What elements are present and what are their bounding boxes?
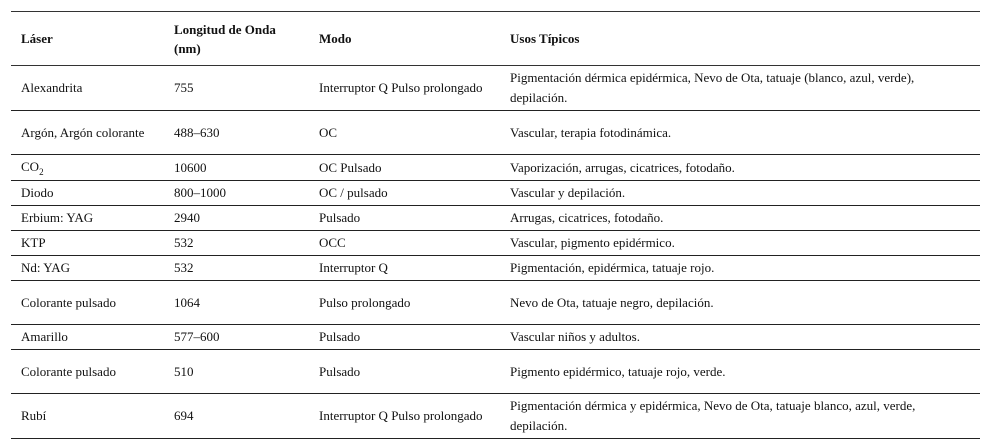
cell-wavelength: 510 (174, 363, 194, 379)
cell-mode: Pulsado (319, 210, 361, 225)
cell-wavelength: 755 (174, 80, 194, 95)
table-row (11, 350, 980, 394)
cell-uses: Vaporización, arrugas, cicatrices, fotodaño. (510, 159, 735, 175)
cell-uses: Vascular, terapia fotodinámica. (510, 124, 672, 140)
cell-mode: OC (319, 124, 338, 140)
header-mode: Modo (319, 31, 352, 46)
table-row (11, 181, 980, 206)
cell-wavelength: 694 (174, 408, 194, 423)
cell-mode: Interruptor Q (319, 260, 388, 275)
cell-wavelength: 488–630 (174, 124, 220, 140)
cell-laser: Nd: YAG (21, 260, 70, 275)
cell-uses: Pigmentación dérmica y epidérmica, Nevo de Ota, tatuaje blanco, azul, verde, depilación. (510, 398, 916, 433)
cell-mode: OC / pulsado (319, 185, 388, 200)
cell-laser: Erbium: YAG (21, 210, 94, 225)
table-row (11, 325, 980, 350)
cell-uses: Pigmentación, epidérmica, tatuaje rojo. (510, 260, 715, 275)
cell-mode: Pulsado (319, 329, 361, 344)
header-wavelength: Longitud de Onda (nm) (174, 21, 276, 56)
table-row (11, 256, 980, 281)
table-row (11, 66, 980, 111)
cell-laser: Rubí (21, 408, 47, 423)
cell-mode: OCC (319, 235, 346, 250)
cell-laser: Amarillo (21, 329, 68, 344)
laser-name: CO (21, 159, 40, 174)
cell-laser: Argón, Argón colorante (21, 124, 145, 140)
cell-uses: Pigmento epidérmico, tatuaje rojo, verde. (510, 363, 726, 379)
cell-laser (11, 155, 164, 181)
header-uses: Usos Típicos (510, 31, 580, 46)
cell-laser: KTP (21, 235, 46, 250)
table-row (11, 111, 980, 155)
cell-laser: Diodo (21, 185, 54, 200)
cell-wavelength: 532 (174, 260, 194, 275)
cell-uses: Vascular, pigmento epidérmico. (510, 235, 675, 250)
cell-mode: Interruptor Q Pulso prolongado (319, 80, 483, 95)
cell-mode: Pulso prolongado (319, 294, 411, 310)
cell-uses: Vascular niños y adultos. (510, 329, 640, 344)
cell-mode: OC Pulsado (319, 159, 382, 175)
cell-laser: Alexandrita (21, 80, 83, 95)
table-row (11, 231, 980, 256)
cell-uses: Arrugas, cicatrices, fotodaño. (510, 210, 664, 225)
cell-wavelength: 2940 (174, 210, 200, 225)
table-row (11, 281, 980, 325)
header-laser: Láser (21, 31, 53, 46)
cell-laser: Colorante pulsado (21, 294, 116, 310)
cell-wavelength: 1064 (174, 294, 200, 310)
cell-mode: Interruptor Q Pulso prolongado (319, 408, 483, 423)
laser-table (11, 11, 980, 439)
cell-uses: Nevo de Ota, tatuaje negro, depilación. (510, 294, 714, 310)
laser-table-container (11, 11, 980, 439)
cell-mode: Pulsado (319, 363, 361, 379)
cell-wavelength: 800–1000 (174, 185, 226, 200)
cell-uses: Pigmentación dérmica epidérmica, Nevo de Ota, tatuaje (blanco, azul, verde), depilación. (510, 70, 915, 105)
header-row (11, 12, 980, 66)
cell-wavelength: 577–600 (174, 329, 220, 344)
table-row (11, 206, 980, 231)
table-body (11, 66, 980, 439)
cell-wavelength: 532 (174, 235, 194, 250)
table-row (11, 155, 980, 181)
table-header (11, 12, 980, 66)
laser-subscript: 2 (39, 167, 44, 177)
cell-laser: Colorante pulsado (21, 363, 116, 379)
table-row (11, 394, 980, 439)
cell-uses: Vascular y depilación. (510, 185, 626, 200)
cell-wavelength: 10600 (174, 159, 207, 175)
